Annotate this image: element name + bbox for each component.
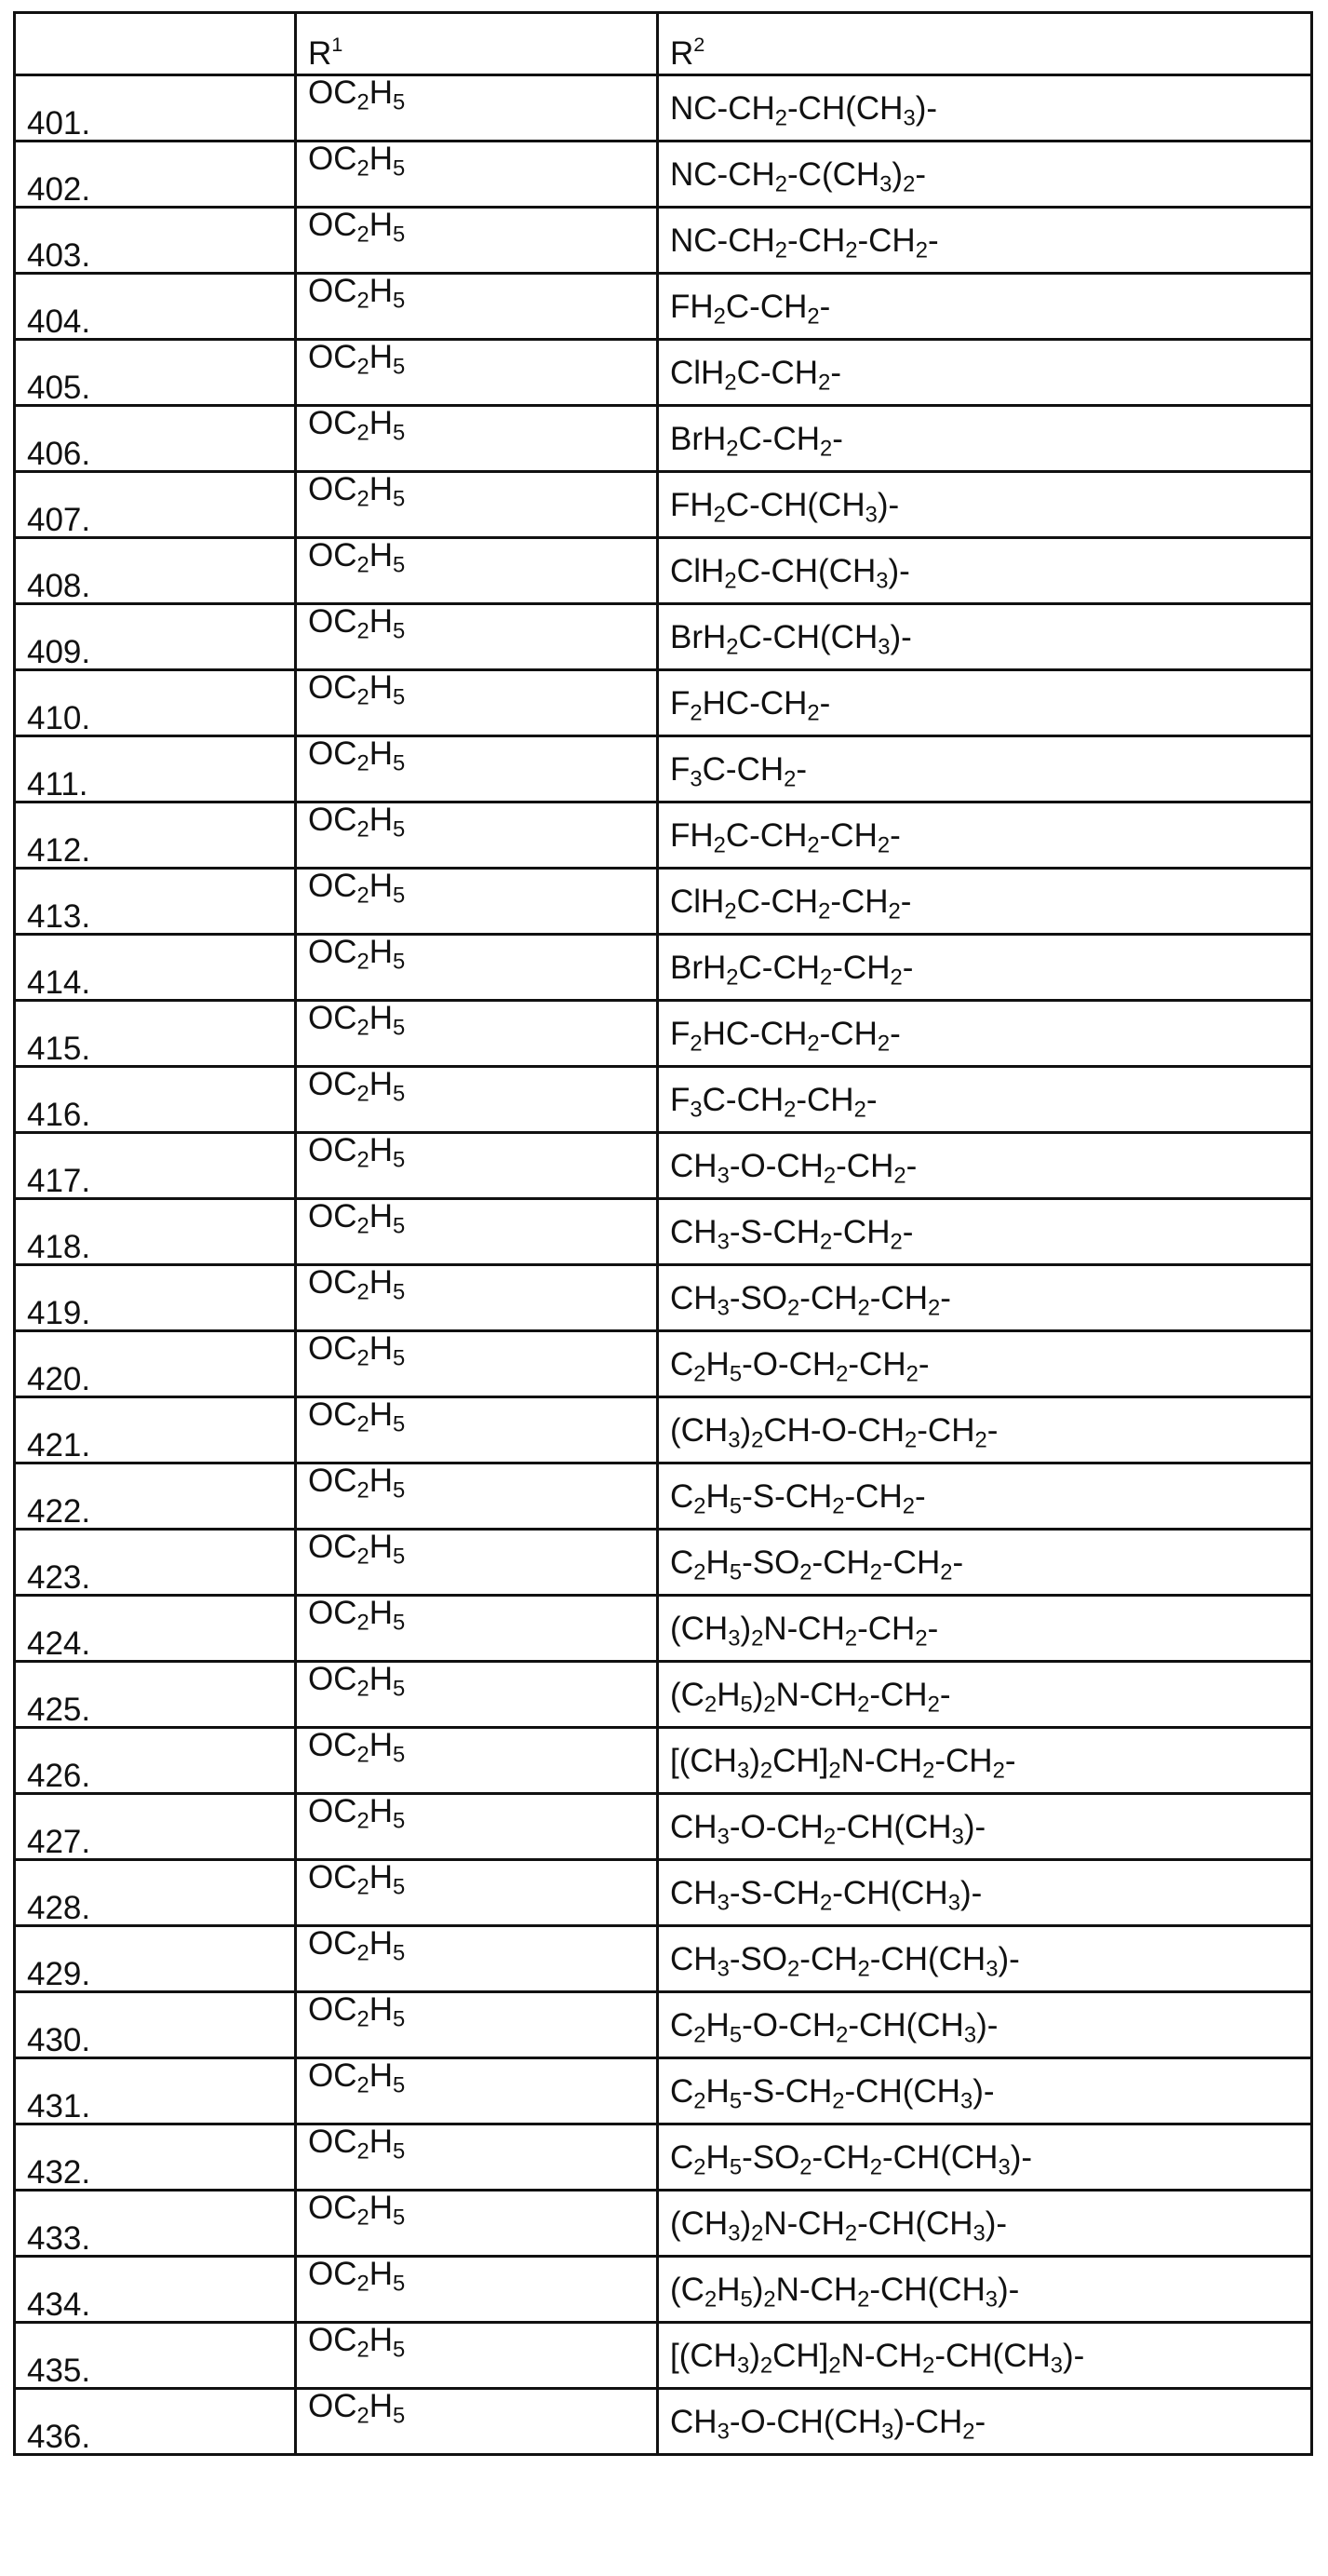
header-r1-sup: 1 (331, 32, 343, 56)
r1-substituent: $OC_2H_5$ (296, 1199, 658, 1265)
table-row (15, 1530, 1312, 1596)
table-row (15, 2323, 1312, 2389)
compound-number: 419. (15, 1265, 296, 1331)
r2-substituent: $FH_2C-CH_2-CH_2-$ (658, 802, 1312, 869)
r2-substituent: $[(CH_3)_2CH]_2N-CH_2-CH(CH_3)-$ (658, 2323, 1312, 2389)
compound-number: 425. (15, 1662, 296, 1728)
r2-substituent: $(CH_3)_2CH-O-CH_2-CH_2-$ (658, 1397, 1312, 1463)
compound-number: 422. (15, 1463, 296, 1530)
compound-number: 411. (15, 736, 296, 802)
compound-number: 417. (15, 1133, 296, 1199)
r1-substituent: $OC_2H_5$ (296, 1860, 658, 1926)
compound-number: 435. (15, 2323, 296, 2389)
r1-substituent: $OC_2H_5$ (296, 142, 658, 208)
r1-substituent: $OC_2H_5$ (296, 1265, 658, 1331)
r1-substituent: $OC_2H_5$ (296, 2323, 658, 2389)
compound-number: 420. (15, 1331, 296, 1397)
table-row (15, 604, 1312, 670)
table-row (15, 538, 1312, 604)
header-row (15, 13, 1312, 75)
table-row (15, 1001, 1312, 1067)
table-row (15, 2389, 1312, 2455)
table-row (15, 736, 1312, 802)
r1-substituent: $OC_2H_5$ (296, 604, 658, 670)
r2-substituent: $C_2H_5-SO_2-CH_2-CH(CH_3)-$ (658, 2124, 1312, 2191)
compound-number: 415. (15, 1001, 296, 1067)
r2-substituent: $(CH_3)_2N-CH_2-CH_2-$ (658, 1596, 1312, 1662)
r2-substituent: $(C_2H_5)_2N-CH_2-CH(CH_3)-$ (658, 2257, 1312, 2323)
r2-substituent: $ClH_2C-CH(CH_3)-$ (658, 538, 1312, 604)
compound-number: 408. (15, 538, 296, 604)
r1-substituent: $OC_2H_5$ (296, 2191, 658, 2257)
r2-substituent: $CH_3-SO_2-CH_2-CH_2-$ (658, 1265, 1312, 1331)
compound-number: 405. (15, 340, 296, 406)
table-row (15, 1728, 1312, 1794)
table-row (15, 1794, 1312, 1860)
table-row (15, 2191, 1312, 2257)
table-row (15, 1926, 1312, 1992)
r2-substituent: $ClH_2C-CH_2-$ (658, 340, 1312, 406)
compound-number: 430. (15, 1992, 296, 2058)
compound-number: 418. (15, 1199, 296, 1265)
compound-number: 401. (15, 75, 296, 142)
table-row (15, 340, 1312, 406)
r1-substituent: $OC_2H_5$ (296, 869, 658, 935)
compound-number: 424. (15, 1596, 296, 1662)
r1-substituent: $OC_2H_5$ (296, 75, 658, 142)
r2-substituent: $CH_3-O-CH_2-CH(CH_3)-$ (658, 1794, 1312, 1860)
r2-substituent: $NC-CH_2-CH_2-CH_2-$ (658, 208, 1312, 274)
table-row (15, 1199, 1312, 1265)
r2-substituent: $CH_3-O-CH(CH_3)-CH_2-$ (658, 2389, 1312, 2455)
compound-number: 410. (15, 670, 296, 736)
r1-substituent: $OC_2H_5$ (296, 1397, 658, 1463)
r2-substituent: $CH_3-SO_2-CH_2-CH(CH_3)-$ (658, 1926, 1312, 1992)
r2-substituent: $C_2H_5-S-CH_2-CH(CH_3)-$ (658, 2058, 1312, 2124)
table-row (15, 406, 1312, 472)
r2-substituent: $ClH_2C-CH_2-CH_2-$ (658, 869, 1312, 935)
table-row (15, 1331, 1312, 1397)
r1-substituent: $OC_2H_5$ (296, 1001, 658, 1067)
compound-number: 403. (15, 208, 296, 274)
table-row (15, 869, 1312, 935)
compound-number: 416. (15, 1067, 296, 1133)
compound-table (13, 11, 1313, 2456)
table-header (15, 13, 1312, 75)
r1-substituent: $OC_2H_5$ (296, 2058, 658, 2124)
compound-number: 409. (15, 604, 296, 670)
r1-substituent: $OC_2H_5$ (296, 340, 658, 406)
table-body (15, 75, 1312, 2455)
compound-number: 434. (15, 2257, 296, 2323)
compound-number: 414. (15, 935, 296, 1001)
compound-number: 426. (15, 1728, 296, 1794)
compound-number: 432. (15, 2124, 296, 2191)
r2-substituent: $C_2H_5-O-CH_2-CH_2-$ (658, 1331, 1312, 1397)
compound-number: 402. (15, 142, 296, 208)
table-row (15, 1133, 1312, 1199)
table-row (15, 935, 1312, 1001)
r2-substituent: $BrH_2C-CH_2-CH_2-$ (658, 935, 1312, 1001)
r2-substituent: $FH_2C-CH_2-$ (658, 274, 1312, 340)
r1-substituent: $OC_2H_5$ (296, 1067, 658, 1133)
r2-substituent: $C_2H_5-S-CH_2-CH_2-$ (658, 1463, 1312, 1530)
r2-substituent: $C_2H_5-SO_2-CH_2-CH_2-$ (658, 1530, 1312, 1596)
table-row (15, 670, 1312, 736)
compound-number: 412. (15, 802, 296, 869)
r2-substituent: $(CH_3)_2N-CH_2-CH(CH_3)-$ (658, 2191, 1312, 2257)
compound-number: 431. (15, 2058, 296, 2124)
r2-substituent: $CH_3-S-CH_2-CH(CH_3)-$ (658, 1860, 1312, 1926)
r2-substituent: $CH_3-O-CH_2-CH_2-$ (658, 1133, 1312, 1199)
r1-substituent: $OC_2H_5$ (296, 208, 658, 274)
r2-substituent: $BrH_2C-CH(CH_3)-$ (658, 604, 1312, 670)
header-r2-sup: 2 (693, 32, 705, 56)
header-r1 (296, 13, 658, 75)
table-row (15, 2124, 1312, 2191)
compound-number: 427. (15, 1794, 296, 1860)
r2-substituent: $F_3C-CH_2-$ (658, 736, 1312, 802)
r1-substituent: $OC_2H_5$ (296, 406, 658, 472)
r2-substituent: $C_2H_5-O-CH_2-CH(CH_3)-$ (658, 1992, 1312, 2058)
compound-number: 433. (15, 2191, 296, 2257)
r1-substituent: $OC_2H_5$ (296, 1728, 658, 1794)
r2-substituent: $[(CH_3)_2CH]_2N-CH_2-CH_2-$ (658, 1728, 1312, 1794)
r1-substituent: $OC_2H_5$ (296, 1926, 658, 1992)
table-row (15, 1265, 1312, 1331)
r1-substituent: $OC_2H_5$ (296, 1463, 658, 1530)
r1-substituent: $OC_2H_5$ (296, 1794, 658, 1860)
r2-substituent: $NC-CH_2-C(CH_3)_2-$ (658, 142, 1312, 208)
table-row (15, 2058, 1312, 2124)
table-row (15, 1662, 1312, 1728)
r1-substituent: $OC_2H_5$ (296, 538, 658, 604)
table-row (15, 1067, 1312, 1133)
table-row (15, 472, 1312, 538)
r2-substituent: $F_3C-CH_2-CH_2-$ (658, 1067, 1312, 1133)
table-row (15, 75, 1312, 142)
header-number (15, 13, 296, 75)
r1-substituent: $OC_2H_5$ (296, 1530, 658, 1596)
r1-substituent: $OC_2H_5$ (296, 2257, 658, 2323)
r1-substituent: $OC_2H_5$ (296, 802, 658, 869)
table-row (15, 142, 1312, 208)
compound-number: 406. (15, 406, 296, 472)
header-r2 (658, 13, 1312, 75)
r1-substituent: $OC_2H_5$ (296, 274, 658, 340)
compound-number: 413. (15, 869, 296, 935)
r2-substituent: $CH_3-S-CH_2-CH_2-$ (658, 1199, 1312, 1265)
header-r2-base: R (670, 35, 694, 72)
compound-number: 428. (15, 1860, 296, 1926)
r1-substituent: $OC_2H_5$ (296, 1331, 658, 1397)
table-row (15, 1463, 1312, 1530)
compound-number: 436. (15, 2389, 296, 2455)
compound-number: 429. (15, 1926, 296, 1992)
r1-substituent: $OC_2H_5$ (296, 2124, 658, 2191)
compound-number: 404. (15, 274, 296, 340)
r1-substituent: $OC_2H_5$ (296, 2389, 658, 2455)
table-row (15, 274, 1312, 340)
r2-substituent: $FH_2C-CH(CH_3)-$ (658, 472, 1312, 538)
r1-substituent: $OC_2H_5$ (296, 736, 658, 802)
r1-substituent: $OC_2H_5$ (296, 670, 658, 736)
compound-number: 423. (15, 1530, 296, 1596)
compound-number: 407. (15, 472, 296, 538)
table-row (15, 1860, 1312, 1926)
r1-substituent: $OC_2H_5$ (296, 935, 658, 1001)
table-row (15, 208, 1312, 274)
r1-substituent: $OC_2H_5$ (296, 472, 658, 538)
table-row (15, 1596, 1312, 1662)
r2-substituent: $F_2HC-CH_2-CH_2-$ (658, 1001, 1312, 1067)
r1-substituent: $OC_2H_5$ (296, 1133, 658, 1199)
r1-substituent: $OC_2H_5$ (296, 1596, 658, 1662)
table-row (15, 1397, 1312, 1463)
table-row (15, 802, 1312, 869)
table-row (15, 2257, 1312, 2323)
table-row (15, 1992, 1312, 2058)
r2-substituent: $NC-CH_2-CH(CH_3)-$ (658, 75, 1312, 142)
r1-substituent: $OC_2H_5$ (296, 1662, 658, 1728)
compound-number: 421. (15, 1397, 296, 1463)
r2-substituent: $(C_2H_5)_2N-CH_2-CH_2-$ (658, 1662, 1312, 1728)
r2-substituent: $F_2HC-CH_2-$ (658, 670, 1312, 736)
header-r1-base: R (308, 35, 332, 72)
r1-substituent: $OC_2H_5$ (296, 1992, 658, 2058)
r2-substituent: $BrH_2C-CH_2-$ (658, 406, 1312, 472)
